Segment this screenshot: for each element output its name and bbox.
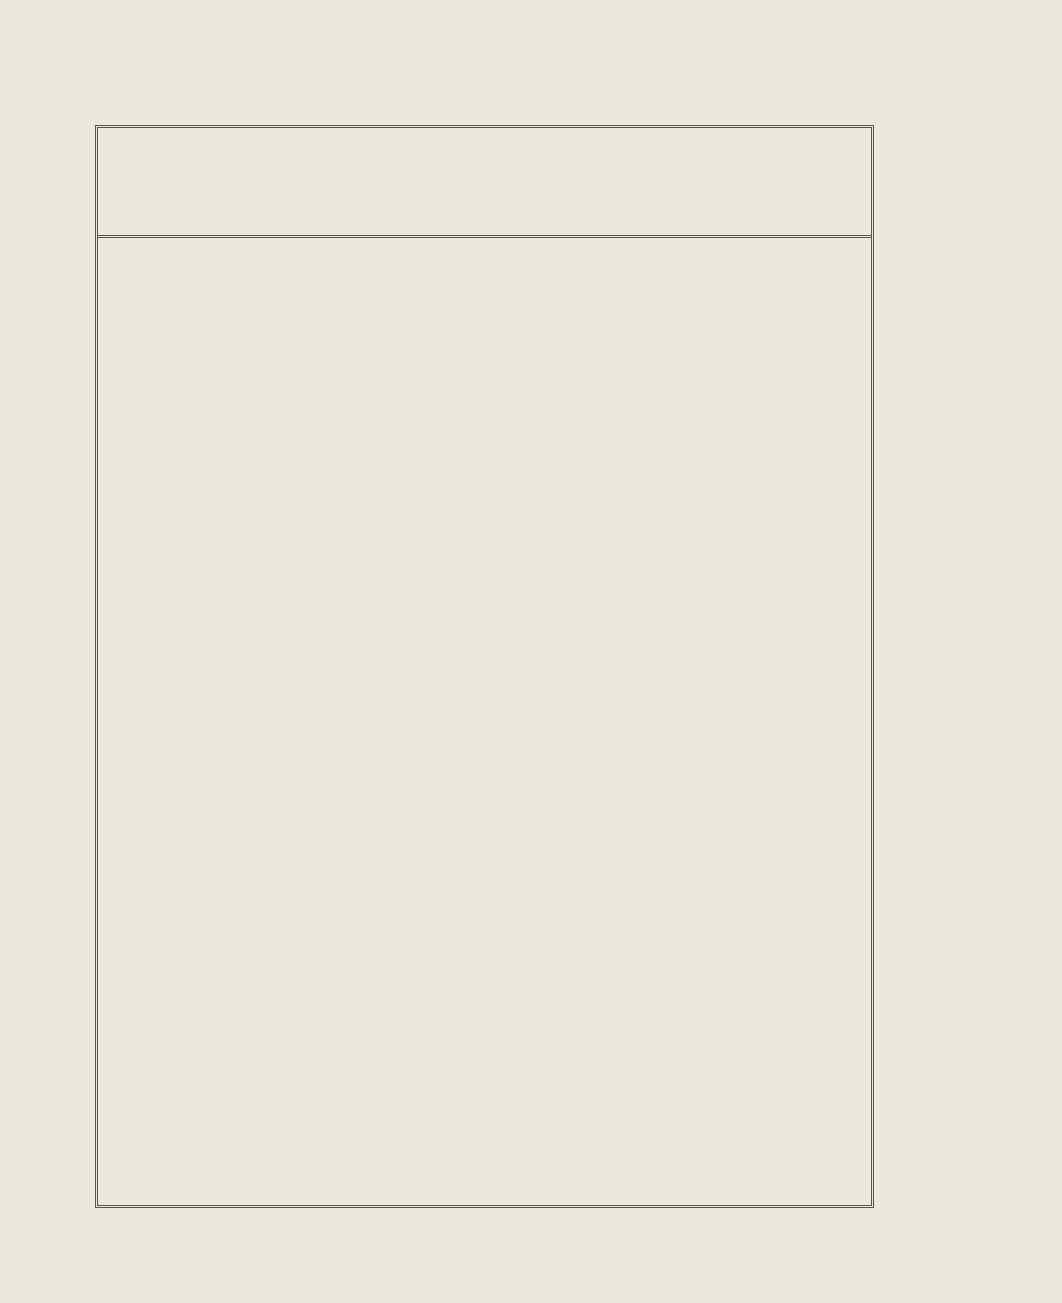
title-box xyxy=(98,128,871,238)
table-frame xyxy=(95,125,874,1208)
